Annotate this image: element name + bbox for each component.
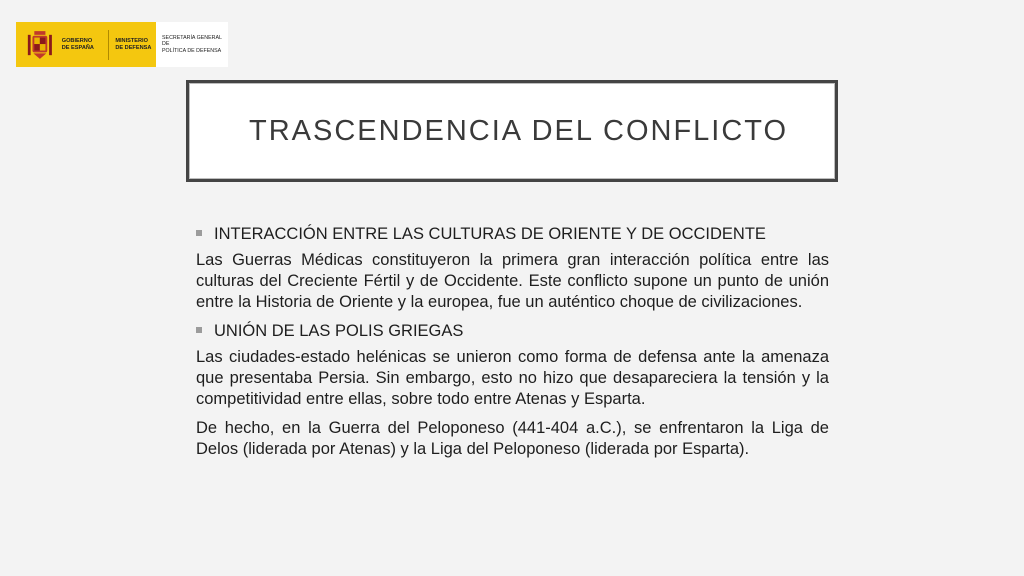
logo-white-panel: [156, 22, 228, 67]
logo-yellow-panel: [16, 22, 156, 67]
secretary-label: [162, 35, 228, 55]
logo-divider: [108, 30, 109, 60]
secretary-line-2: POLÍTICA DE DEFENSA: [162, 47, 222, 54]
ministry-line-1: MINISTERIO: [115, 37, 148, 44]
gov-label: [62, 38, 103, 52]
government-logo: [16, 22, 228, 67]
title-box: [186, 80, 838, 182]
gov-line-2: DE ESPAÑA: [61, 44, 94, 51]
section-heading: [196, 321, 829, 342]
slide-title: TRASCENDENCIA DEL CONFLICTO: [249, 114, 789, 147]
gov-line-1: GOBIERNO: [61, 37, 93, 44]
coat-of-arms-icon: [26, 28, 54, 62]
paragraph: Las Guerras Médicas constituyeron la primera gran interacción política entre las culturas del Creciente Fértil y de Occidente. Este conflicto supone un punto de unión entre la Historia de Oriente y la europea, fue un auténtico choque de civilizaciones.: [196, 251, 829, 311]
secretary-line-1: SECRETARÍA GENERAL DE: [162, 34, 222, 48]
square-bullet-icon: [196, 327, 202, 333]
ministry-label: [115, 38, 156, 52]
slide-content: [196, 224, 829, 468]
paragraph: Las ciudades-estado helénicas se unieron como forma de defensa ante la amenaza que presentaba Persia. Sin embargo, esto no hizo que desapareciera la tensión y la competitividad entre ellas, sobre todo entre Atenas y Esparta.: [196, 348, 829, 408]
section-heading: [196, 224, 829, 245]
square-bullet-icon: [196, 230, 202, 236]
section-heading-text: UNIÓN DE LAS POLIS GRIEGAS: [214, 322, 464, 340]
paragraph: De hecho, en la Guerra del Peloponeso (441-404 a.C.), se enfrentaron la Liga de Delos (liderada por Atenas) y la Liga del Peloponeso (liderada por Esparta).: [196, 419, 829, 458]
section-heading-text: INTERACCIÓN ENTRE LAS CULTURAS DE ORIENTE Y DE OCCIDENTE: [214, 225, 766, 243]
ministry-line-2: DE DEFENSA: [115, 44, 152, 51]
